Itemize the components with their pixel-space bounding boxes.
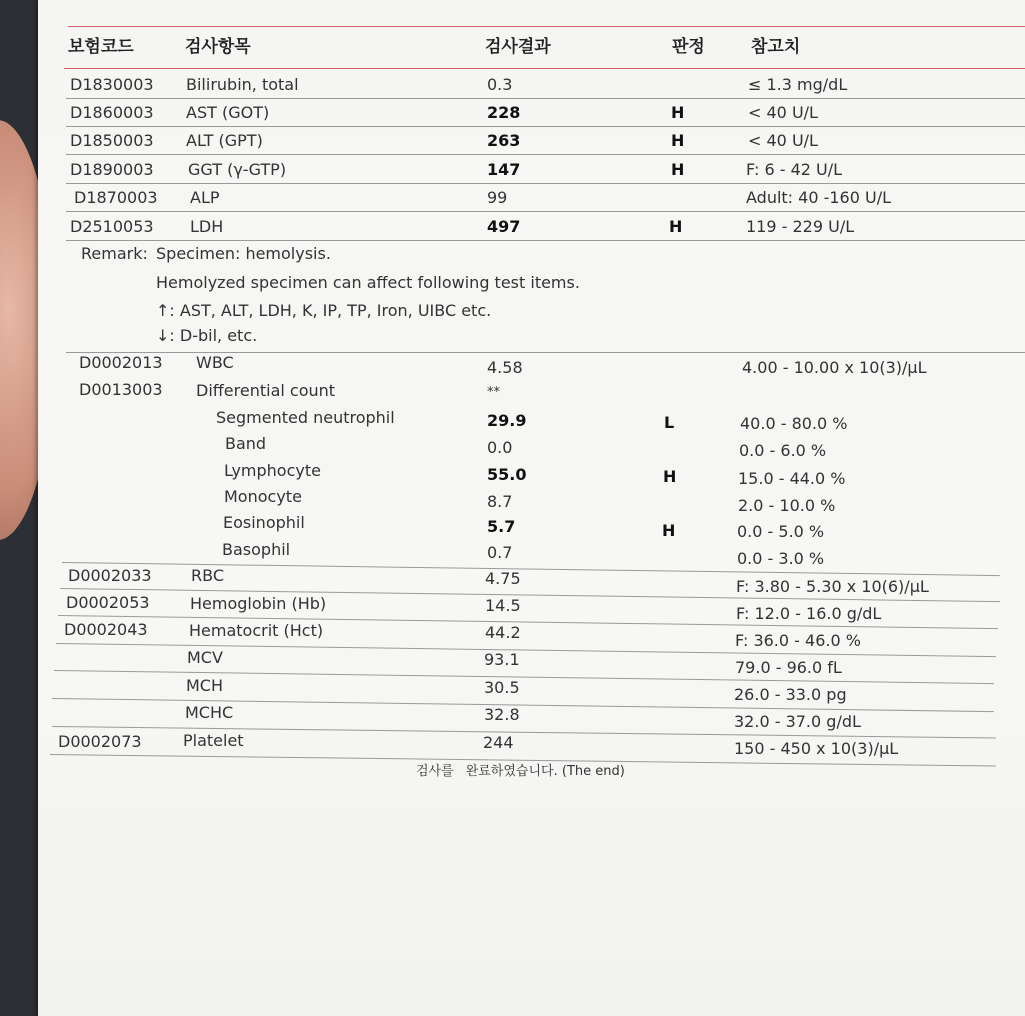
header-top-rule <box>68 26 1025 27</box>
row-code: D0002043 <box>64 620 148 639</box>
row-result: 4.58 <box>487 358 523 377</box>
row-result: 0.0 <box>487 438 513 457</box>
end-note: 검사를 완료하였습니다. (The end) <box>416 764 625 779</box>
row-result: 93.1 <box>484 650 520 669</box>
row-ref: 15.0 - 44.0 % <box>738 469 846 488</box>
row-item: Platelet <box>183 731 244 750</box>
row-flag: H <box>663 467 677 486</box>
row-ref: 0.0 - 3.0 % <box>737 549 825 568</box>
row-item: Monocyte <box>224 487 302 506</box>
row-code: D1850003 <box>70 131 154 150</box>
row-item: Hematocrit (Hct) <box>189 621 324 640</box>
row-ref: 2.0 - 10.0 % <box>738 496 836 515</box>
row-ref: 26.0 - 33.0 pg <box>734 685 847 704</box>
row-code: D0013003 <box>79 380 163 399</box>
row-result: 497 <box>487 217 521 236</box>
row-ref: 79.0 - 96.0 fL <box>735 658 842 677</box>
header-flag: 판정 <box>672 37 705 57</box>
row-ref: 4.00 - 10.00 x 10(3)/μL <box>742 358 927 377</box>
row-item: Band <box>225 434 267 453</box>
row-item: Bilirubin, total <box>186 75 299 94</box>
header-item: 검사항목 <box>185 37 251 57</box>
header-result: 검사결과 <box>485 37 551 57</box>
row-ref: < 40 U/L <box>748 131 818 150</box>
remark-line: Hemolyzed specimen can affect following test items. <box>156 273 580 292</box>
row-flag: L <box>664 413 675 432</box>
row-ref: < 40 U/L <box>748 103 818 122</box>
row-flag: H <box>671 103 685 122</box>
row-ref: 0.0 - 6.0 % <box>739 441 827 460</box>
row-result: 5.7 <box>487 517 516 536</box>
row-divider <box>66 240 1025 241</box>
row-result: 0.7 <box>487 543 513 562</box>
row-code: D1890003 <box>70 160 154 179</box>
row-flag: H <box>671 131 685 150</box>
row-result: 99 <box>487 188 508 207</box>
row-result: 147 <box>487 160 521 179</box>
header-ref: 참고치 <box>751 37 801 57</box>
row-result: 44.2 <box>485 623 521 642</box>
row-flag: H <box>669 217 683 236</box>
row-result: 30.5 <box>484 678 520 697</box>
row-ref: 119 - 229 U/L <box>746 217 855 236</box>
row-result: 29.9 <box>487 411 527 430</box>
row-item: Segmented neutrophil <box>216 408 395 427</box>
row-code: D1860003 <box>70 103 154 122</box>
row-item: Differential count <box>196 381 336 400</box>
row-ref: 0.0 - 5.0 % <box>737 522 825 541</box>
row-ref: F: 6 - 42 U/L <box>746 160 843 179</box>
row-divider <box>66 154 1025 155</box>
row-ref: F: 12.0 - 16.0 g/dL <box>736 604 882 623</box>
remark-line: Specimen: hemolysis. <box>156 244 331 263</box>
row-result: 244 <box>483 733 514 752</box>
row-ref: F: 3.80 - 5.30 x 10(6)/μL <box>736 577 929 596</box>
row-ref: F: 36.0 - 46.0 % <box>735 631 861 650</box>
row-item: ALP <box>190 188 220 207</box>
row-code: D0002033 <box>68 566 152 585</box>
row-ref: 40.0 - 80.0 % <box>740 414 848 433</box>
row-result: 0.3 <box>487 75 513 94</box>
row-item: Basophil <box>222 540 291 559</box>
row-code: D0002013 <box>79 353 163 372</box>
row-divider <box>66 98 1025 99</box>
row-item: Hemoglobin (Hb) <box>190 594 327 613</box>
row-divider <box>66 211 1025 212</box>
remark-line: ↓: D-bil, etc. <box>156 326 258 345</box>
header-code: 보험코드 <box>68 37 134 57</box>
row-ref: Adult: 40 -160 U/L <box>746 188 892 207</box>
row-result: 263 <box>487 131 521 150</box>
remark-line: ↑: AST, ALT, LDH, K, IP, TP, Iron, UIBC etc. <box>156 301 492 320</box>
row-ref: 32.0 - 37.0 g/dL <box>734 712 861 731</box>
remark-label: Remark: <box>81 244 148 263</box>
row-ref: ≤ 1.3 mg/dL <box>748 75 848 94</box>
row-item: GGT (γ-GTP) <box>188 160 287 179</box>
row-result: ** <box>487 385 500 400</box>
row-ref: 150 - 450 x 10(3)/μL <box>734 739 899 758</box>
lab-report-sheet <box>38 0 1025 1016</box>
row-flag: H <box>662 521 676 540</box>
row-item: MCHC <box>185 703 234 722</box>
row-code: D1870003 <box>74 188 158 207</box>
row-code: D1830003 <box>70 75 154 94</box>
row-result: 32.8 <box>484 705 520 724</box>
row-code: D0002073 <box>58 732 142 751</box>
row-item: RBC <box>191 566 224 585</box>
row-code: D2510053 <box>70 217 154 236</box>
header-bottom-rule <box>64 68 1025 69</box>
row-item: Eosinophil <box>223 513 305 532</box>
row-item: ALT (GPT) <box>186 131 263 150</box>
row-item: Lymphocyte <box>224 461 321 480</box>
row-item: LDH <box>190 217 224 236</box>
row-divider <box>66 183 1025 184</box>
row-item: AST (GOT) <box>186 103 270 122</box>
row-result: 228 <box>487 103 521 122</box>
row-code: D0002053 <box>66 593 150 612</box>
row-result: 14.5 <box>485 596 521 615</box>
row-result: 55.0 <box>487 465 527 484</box>
row-result: 4.75 <box>485 569 521 588</box>
row-item: MCH <box>186 676 224 695</box>
row-item: WBC <box>196 353 234 372</box>
row-item: MCV <box>187 648 223 667</box>
row-flag: H <box>671 160 685 179</box>
row-divider <box>66 126 1025 127</box>
row-result: 8.7 <box>487 492 513 511</box>
